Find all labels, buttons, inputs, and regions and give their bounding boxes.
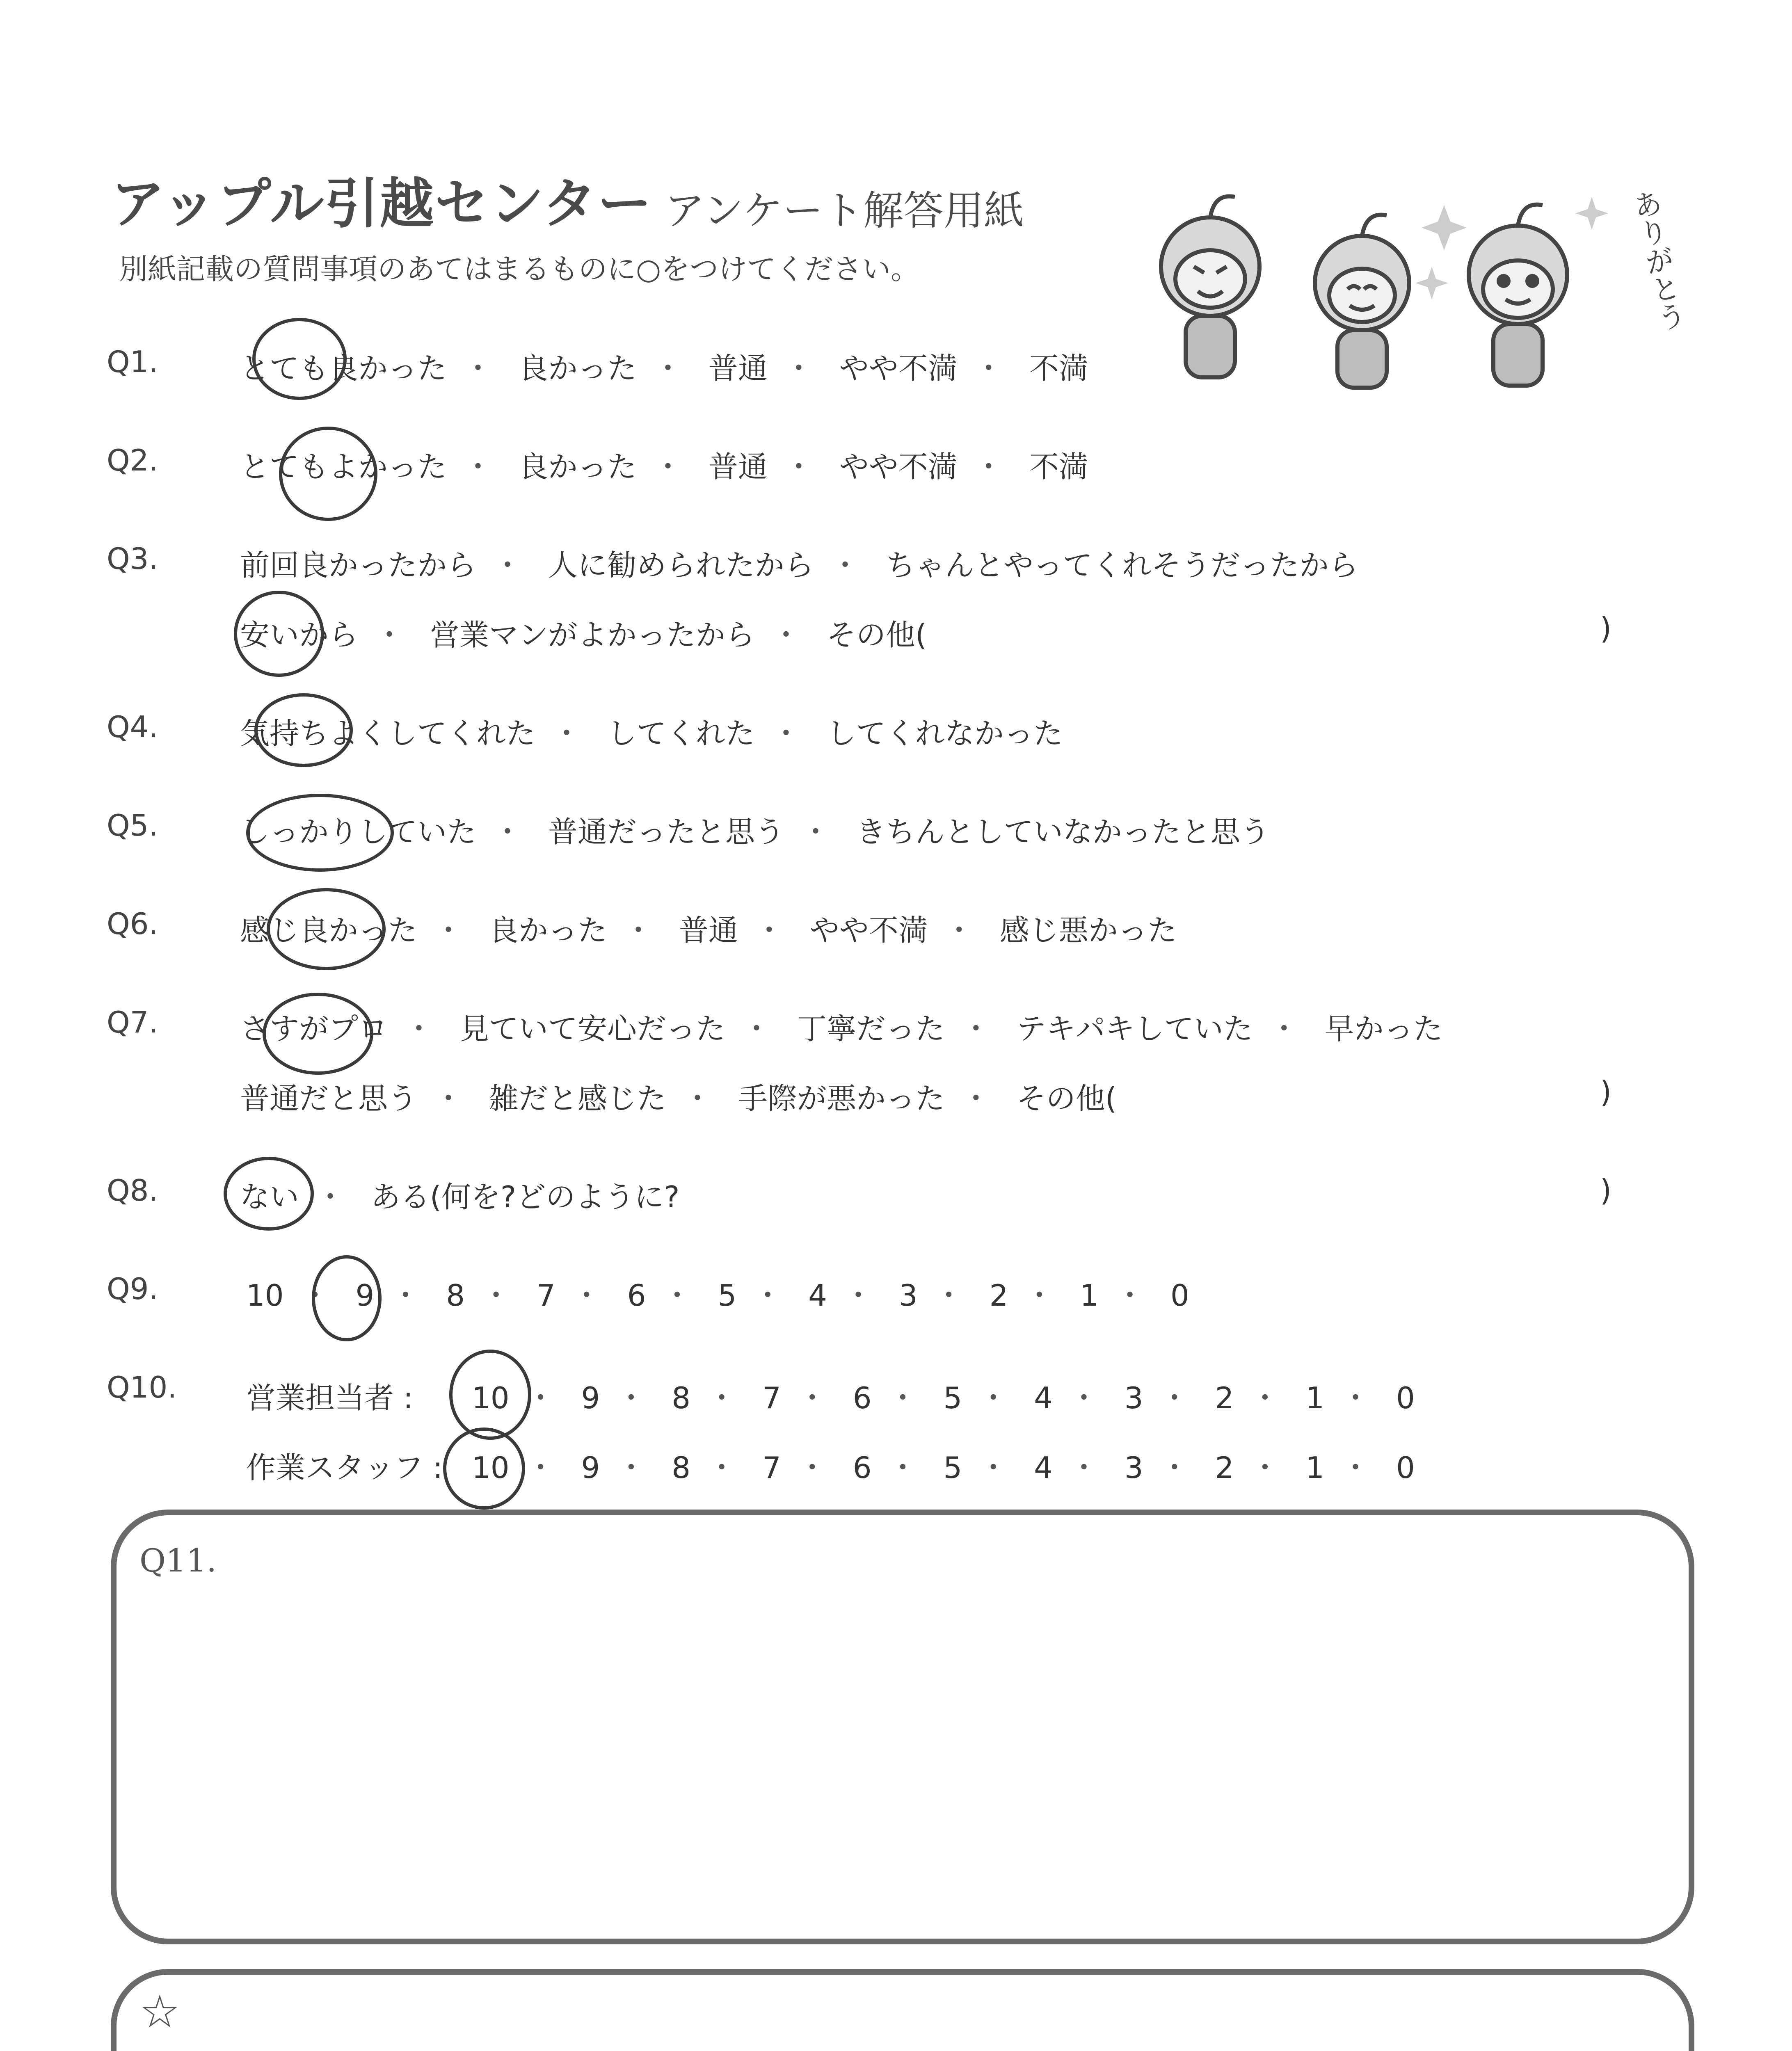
q6-option[interactable]: 普通 xyxy=(679,913,738,948)
q6-option[interactable]: 感じ良かった xyxy=(240,913,418,948)
q5-option[interactable]: 普通だったと思う xyxy=(548,815,784,849)
q7-option[interactable]: さすがプロ xyxy=(240,1012,388,1046)
q6-option[interactable]: 感じ悪かった xyxy=(999,913,1177,948)
star-icon: ☆ xyxy=(139,1985,180,2038)
q6-option[interactable]: 良かった xyxy=(489,913,607,948)
q9-score[interactable]: 2 xyxy=(989,1278,1008,1313)
q10-sales-score[interactable]: 7 xyxy=(762,1381,781,1415)
q3-number: Q3. xyxy=(107,541,158,576)
q7-options-line1: さすがプロ ・ 見ていて安心だった ・ 丁寧だった ・ テキパキしていた ・ 早かった xyxy=(240,1012,1443,1046)
q10-staff-score[interactable]: 3 xyxy=(1124,1450,1143,1485)
q11-label: Q11. xyxy=(139,1542,217,1579)
q2-option[interactable]: 普通 xyxy=(708,450,768,484)
q10-sales-score[interactable]: 9 xyxy=(581,1381,600,1415)
answer-circle xyxy=(267,888,386,970)
q10-sales-scale: 10 ・ 9 ・ 8 ・ 7 ・ 6 ・ 5 ・ 4 ・ 3 ・ 2 ・ 1 ・ 0 xyxy=(472,1381,1415,1415)
q2-option[interactable]: 不満 xyxy=(1029,450,1088,484)
q11-comment-box[interactable] xyxy=(111,1510,1694,1944)
q6-options: 感じ良かった ・ 良かった ・ 普通 ・ やや不満 ・ 感じ悪かった xyxy=(240,913,1177,948)
answer-circle xyxy=(246,794,394,872)
q7-option[interactable]: 手際が悪かった xyxy=(738,1081,945,1116)
q9-score[interactable]: 4 xyxy=(808,1278,827,1313)
q3-option[interactable]: 安いから xyxy=(240,618,359,652)
q7-option[interactable]: 普通だと思う xyxy=(240,1081,418,1116)
q7-option[interactable]: 雑だと感じた xyxy=(489,1081,666,1116)
q10-sales-score[interactable]: 2 xyxy=(1215,1381,1234,1415)
q9-score[interactable]: 3 xyxy=(898,1278,918,1313)
q1-option[interactable]: 普通 xyxy=(708,351,768,386)
q2-option[interactable]: とてもよかった xyxy=(240,450,447,484)
q8-option[interactable]: ある(何を?どのように? xyxy=(370,1180,680,1214)
q9-score[interactable]: 6 xyxy=(627,1278,646,1313)
q10-staff-score[interactable]: 1 xyxy=(1305,1450,1325,1485)
q7-paren-close: ) xyxy=(1600,1075,1612,1109)
q10-number: Q10. xyxy=(107,1370,177,1405)
form-title: アップル引越センター xyxy=(111,172,653,235)
q3-option[interactable]: 前回良かったから xyxy=(240,548,477,582)
instruction-text: 別紙記載の質問事項のあてはまるものに○をつけてください。 xyxy=(119,252,920,286)
q4-option[interactable]: してくれなかった xyxy=(826,716,1063,751)
q10-staff-score[interactable]: 9 xyxy=(581,1450,600,1485)
q8-number: Q8. xyxy=(107,1173,158,1208)
q10-staff-score[interactable]: 10 xyxy=(472,1450,510,1485)
form-subtitle: アンケート解答用紙 xyxy=(665,187,1024,234)
q10-sales-score[interactable]: 6 xyxy=(853,1381,872,1415)
q7-option[interactable]: 見ていて安心だった xyxy=(459,1012,725,1046)
q3-paren-close: ) xyxy=(1600,611,1612,646)
q1-option[interactable]: とても良かった xyxy=(240,351,447,386)
q1-option[interactable]: 良かった xyxy=(518,351,637,386)
q3-option-other[interactable]: その他( xyxy=(826,618,927,652)
q1-option[interactable]: 不満 xyxy=(1029,351,1088,386)
q10-staff-label: 作業スタッフ : xyxy=(246,1450,443,1485)
q3-option[interactable]: 営業マンがよかったから xyxy=(430,618,755,652)
q4-options: 気持ちよくしてくれた ・ してくれた ・ してくれなかった xyxy=(240,716,1063,751)
q7-option[interactable]: テキパキしていた xyxy=(1016,1012,1253,1046)
q6-number: Q6. xyxy=(107,907,158,941)
q9-score[interactable]: 0 xyxy=(1170,1278,1189,1313)
answer-circle xyxy=(443,1427,525,1510)
q9-scale: 10 ・ 9 ・ 8 ・ 7 ・ 6 ・ 5 ・ 4 ・ 3 ・ 2 ・ 1 ・ 0 xyxy=(246,1278,1189,1313)
q10-staff-score[interactable]: 6 xyxy=(853,1450,872,1485)
q10-sales-score[interactable]: 10 xyxy=(472,1381,510,1415)
q3-option[interactable]: 人に勧められたから xyxy=(548,548,814,582)
q2-number: Q2. xyxy=(107,443,158,477)
answer-circle xyxy=(263,993,373,1075)
q4-option[interactable]: してくれた xyxy=(607,716,755,751)
q10-staff-score[interactable]: 0 xyxy=(1396,1450,1415,1485)
q9-number: Q9. xyxy=(107,1272,158,1306)
q10-sales-score[interactable]: 0 xyxy=(1396,1381,1415,1415)
q10-sales-score[interactable]: 5 xyxy=(943,1381,962,1415)
q5-option[interactable]: しっかりしていた xyxy=(240,815,477,849)
q9-score[interactable]: 9 xyxy=(355,1278,375,1313)
q1-options: とても良かった ・ 良かった ・ 普通 ・ やや不満 ・ 不満 xyxy=(240,351,1088,386)
q9-score[interactable]: 1 xyxy=(1080,1278,1099,1313)
q4-option[interactable]: 気持ちよくしてくれた xyxy=(240,716,536,751)
q7-option[interactable]: 丁寧だった xyxy=(797,1012,945,1046)
q1-option[interactable]: やや不満 xyxy=(839,351,958,386)
q5-number: Q5. xyxy=(107,808,158,843)
q7-option[interactable]: 早かった xyxy=(1324,1012,1443,1046)
q7-number: Q7. xyxy=(107,1005,158,1039)
q10-sales-score[interactable]: 1 xyxy=(1305,1381,1325,1415)
q2-options: とてもよかった ・ 良かった ・ 普通 ・ やや不満 ・ 不満 xyxy=(240,450,1088,484)
q2-option[interactable]: やや不満 xyxy=(839,450,958,484)
answer-circle xyxy=(449,1350,531,1440)
q5-options: しっかりしていた ・ 普通だったと思う ・ きちんとしていなかったと思う xyxy=(240,815,1270,849)
q1-number: Q1. xyxy=(107,345,158,379)
q10-staff-score[interactable]: 8 xyxy=(672,1450,691,1485)
q10-staff-scale: 10 ・ 9 ・ 8 ・ 7 ・ 6 ・ 5 ・ 4 ・ 3 ・ 2 ・ 1 ・ 0 xyxy=(472,1450,1415,1485)
answer-circle xyxy=(279,427,377,521)
answer-circle xyxy=(252,318,347,400)
q9-score[interactable]: 7 xyxy=(536,1278,555,1313)
q5-option[interactable]: きちんとしていなかったと思う xyxy=(856,815,1270,849)
q2-option[interactable]: 良かった xyxy=(518,450,637,484)
q8-options: ない ・ ある(何を?どのように? xyxy=(240,1180,680,1214)
q3-options-line1: 前回良かったから ・ 人に勧められたから ・ ちゃんとやってくれそうだったから xyxy=(240,548,1358,582)
q3-option[interactable]: ちゃんとやってくれそうだったから xyxy=(885,548,1358,582)
q10-staff-score[interactable]: 2 xyxy=(1215,1450,1234,1485)
q10-sales-label: 営業担当者 : xyxy=(246,1381,414,1415)
q10-sales-score[interactable]: 3 xyxy=(1124,1381,1143,1415)
answer-circle xyxy=(234,591,324,677)
answer-circle xyxy=(254,693,353,767)
answer-circle xyxy=(312,1255,382,1341)
q3-options-line2: 安いから ・ 営業マンがよかったから ・ その他( xyxy=(240,618,927,652)
q6-option[interactable]: やや不満 xyxy=(809,913,928,948)
q10-staff-score[interactable]: 7 xyxy=(762,1450,781,1485)
q4-number: Q4. xyxy=(107,710,158,744)
q9-score[interactable]: 8 xyxy=(446,1278,465,1313)
q10-staff-score[interactable]: 4 xyxy=(1034,1450,1053,1485)
q10-sales-score[interactable]: 8 xyxy=(672,1381,691,1415)
q9-score[interactable]: 5 xyxy=(718,1278,737,1313)
monkey-mascots-illustration xyxy=(1108,172,1682,402)
q10-sales-score[interactable]: 4 xyxy=(1034,1381,1053,1415)
q8-paren-close: ) xyxy=(1600,1173,1612,1208)
star-comment-box[interactable] xyxy=(111,1969,1694,2051)
q8-option[interactable]: ない xyxy=(240,1180,299,1214)
answer-circle xyxy=(224,1157,314,1231)
q9-score[interactable]: 10 xyxy=(246,1278,284,1313)
thanks-text: ありがとう xyxy=(1626,187,1689,334)
q7-options-line2: 普通だと思う ・ 雑だと感じた ・ 手際が悪かった ・ その他( xyxy=(240,1081,1117,1116)
q10-staff-score[interactable]: 5 xyxy=(943,1450,962,1485)
q7-option-other[interactable]: その他( xyxy=(1016,1081,1117,1116)
